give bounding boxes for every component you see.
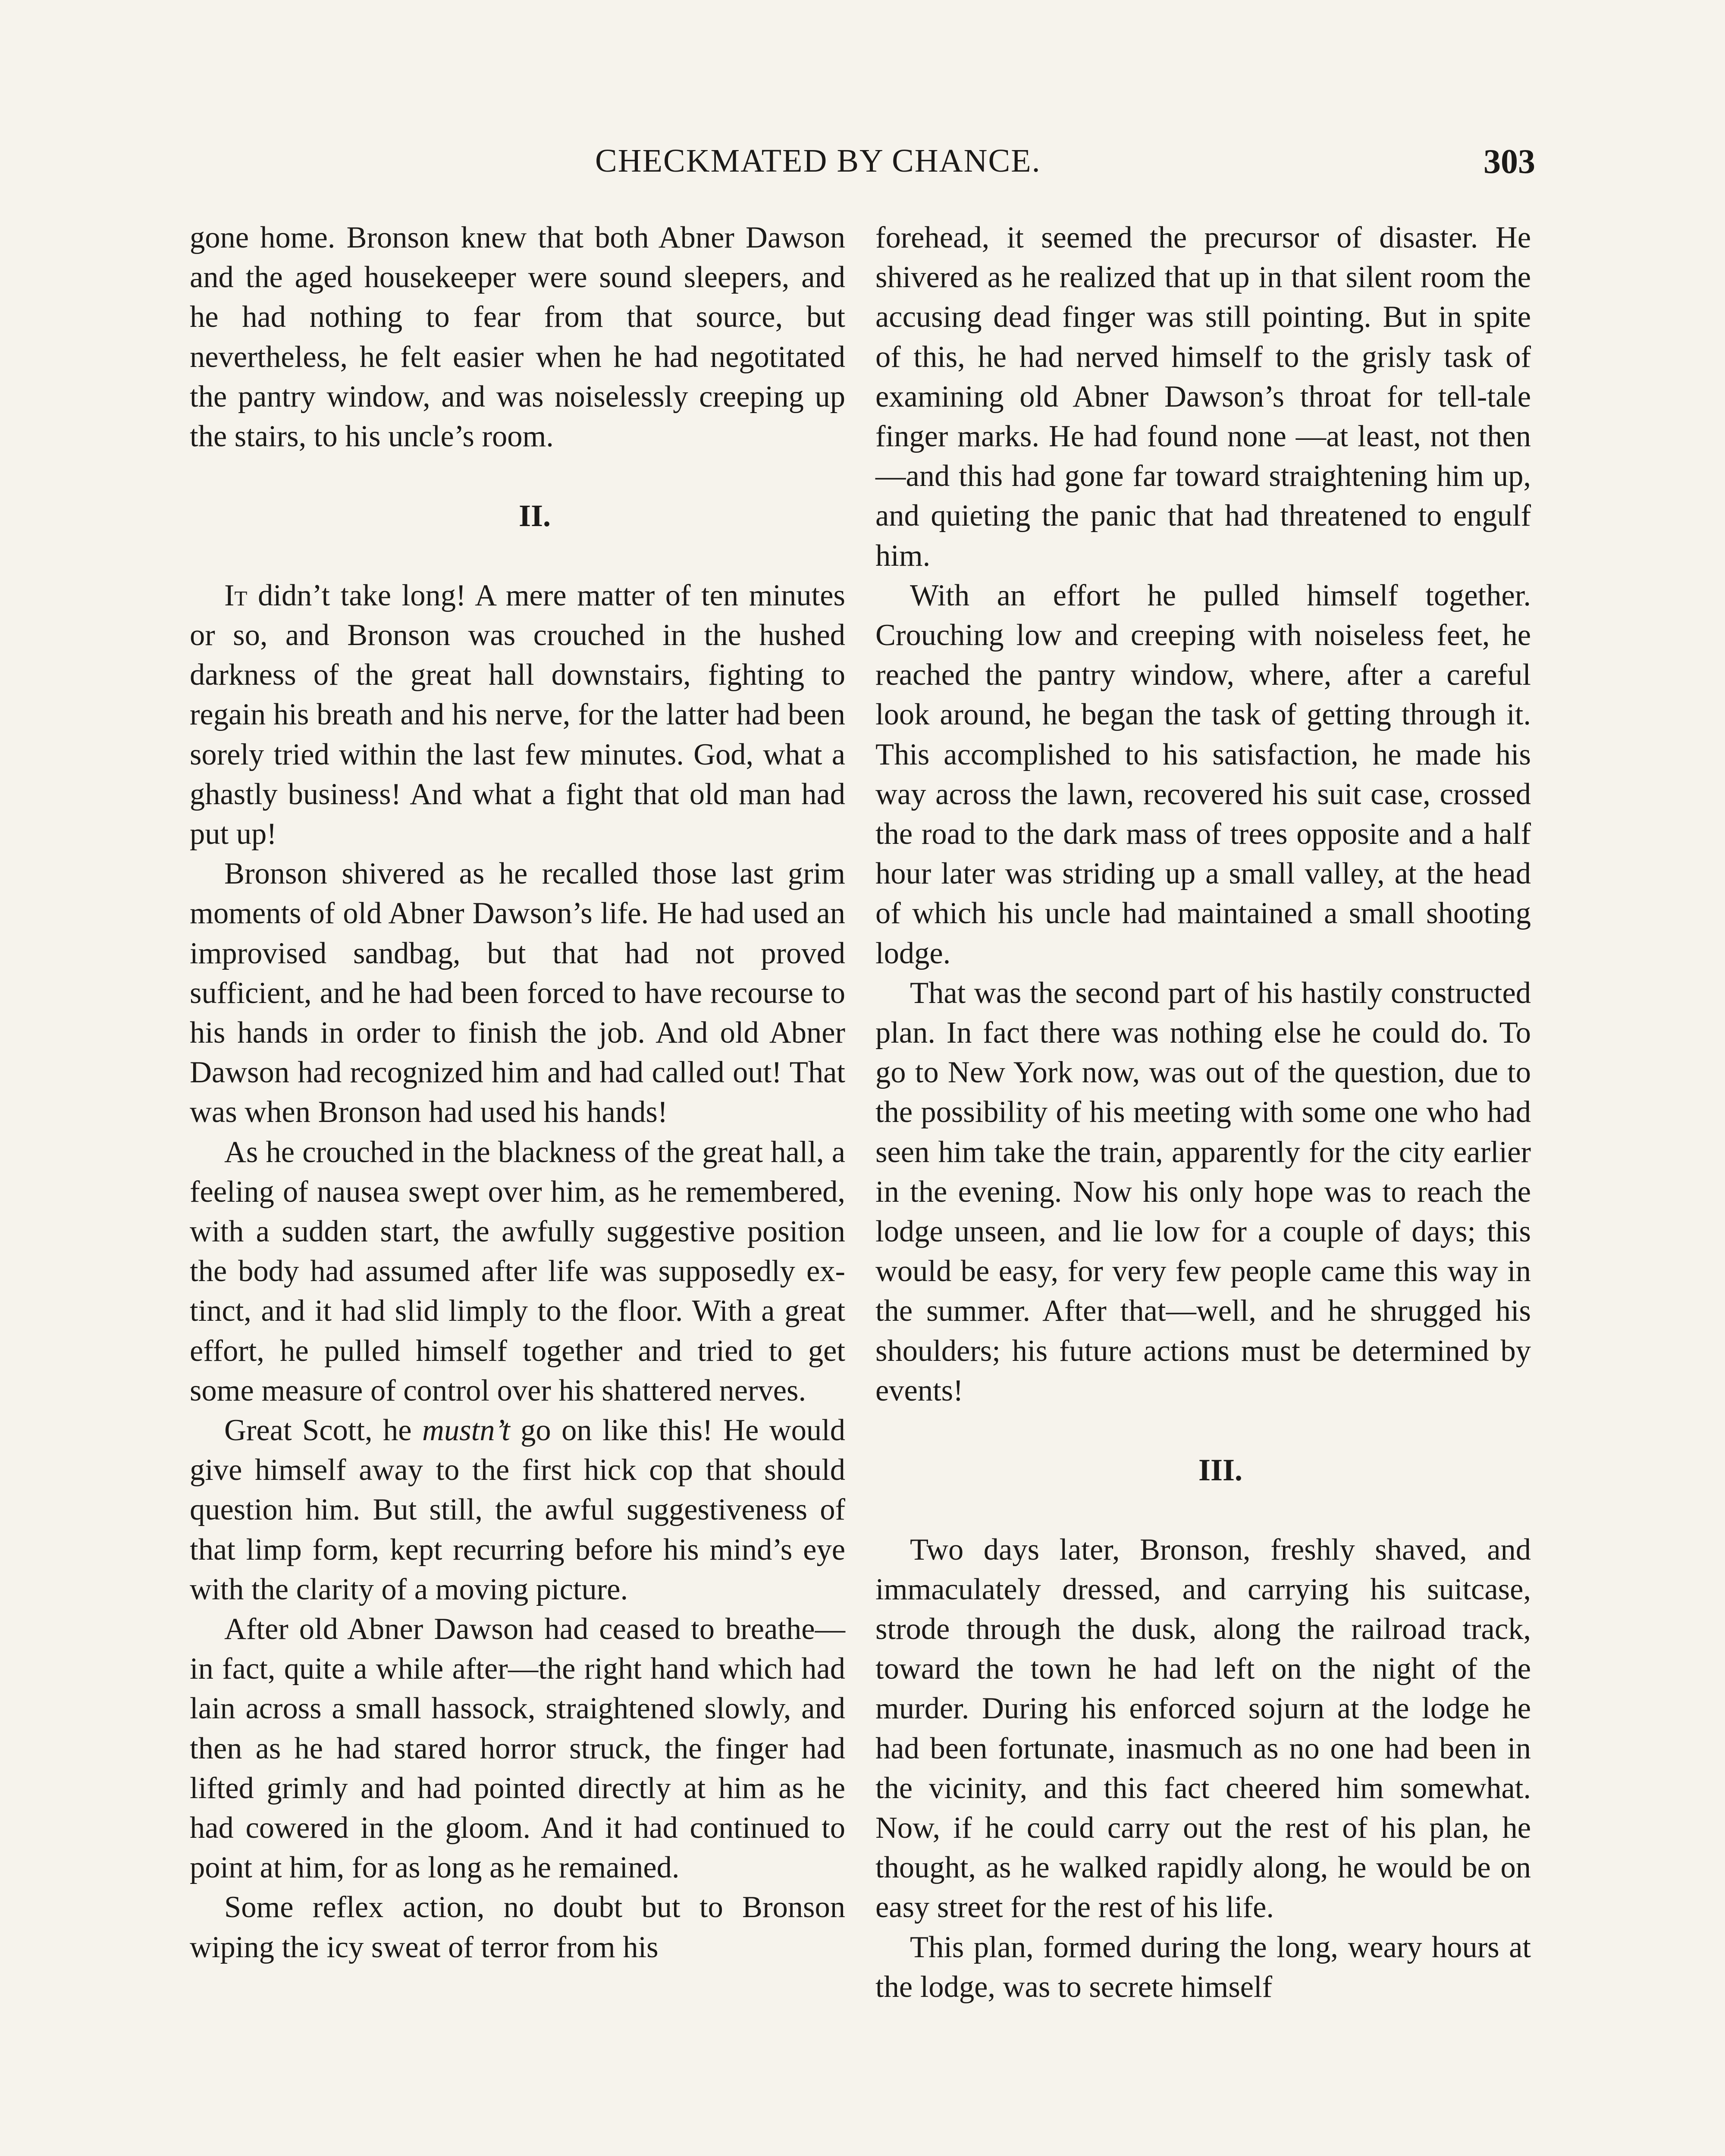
page-number: 303 — [1484, 143, 1535, 181]
left-column — [190, 218, 845, 1967]
section-heading: III. — [1198, 1453, 1243, 1488]
right-column — [875, 218, 1531, 2007]
paragraph-text: go on like this! He would give himself away to the first hick cop that should question him. But still, the awful suggestiveness of that limp form, kept recurring before his mind’s eye with the clarity of a moving picture. — [190, 1413, 845, 1606]
paragraph-text: didn’t take long! A mere matter of ten minutes or so, and Bronson was crouched in the hushed darkness of the great hall downstairs, fighting to regain his breath and his nerve, for the latter had been sorely tried within the last few minutes. God, what a ghastly business! And what a fight that old man had put up! — [190, 578, 845, 851]
section-spacer — [190, 456, 845, 496]
paragraph: Two days later, Bronson, freshly shaved, and immaculately dressed, and carrying his suitcase, strode through the dusk, along the railroad track, toward the town he had left on the night of the murder. During his enforced sojurn at the lodge he had been fortunate, inasmuch as no one had been in the vicinity, and this fact cheered him somewhat. Now, if he could carry out the rest of his plan, he thought, as he walked rapidly along, he would be on easy street for the rest of his life. — [875, 1532, 1531, 1924]
paragraph: Some reflex action, no doubt but to Bronson wiping the icy sweat of terror from his — [190, 1890, 845, 1964]
section-spacer — [190, 536, 845, 576]
section-spacer — [875, 1490, 1531, 1529]
running-title: CHECKMATED BY CHANCE. — [595, 143, 1041, 179]
paragraph — [190, 576, 845, 854]
section-spacer — [875, 1410, 1531, 1450]
paragraph: Bronson shivered as he recalled those last grim moments of old Abner Dawson’s life. He had used an improvised sandbag, but that had not proved sufficient, and he had been forced to have recourse to his hands in order to finish the job. And old Abner Dawson had recognized him and had called out! That was when Bronson had used his hands! — [190, 857, 845, 1129]
paragraph: forehead, it seemed the precursor of disaster. He shivered as he realized that up in that silent room the accusing dead finger was still pointing. But in spite of this, he had nerved himself to the grisly task of examining old Abner Dawson’s throat for tell-tale finger marks. He had found none —at least, not then—and this had gone far toward straightening him up, and quieting the panic that had threatened to engulf him. — [875, 221, 1531, 573]
paragraph: gone home. Bronson knew that both Abner Dawson and the aged housekeeper were sound sleepers, and he had nothing to fear from that source, but nevertheless, he felt easier when he had negotitated the pantry window, and was noiselessly creeping up the stairs, to his uncle’s room. — [190, 221, 845, 454]
section-heading: II. — [518, 498, 551, 533]
paragraph: This plan, formed during the long, weary hours at the lodge, was to secrete himself — [875, 1930, 1531, 2004]
paragraph-text: Great Scott, he — [224, 1413, 423, 1448]
emphasis: mustn’t — [422, 1413, 510, 1448]
paragraph: With an effort he pulled himself together. Crouching low and creeping with noiseless feet, he reached the pantry window, where, after a careful look around, he began the task of getting through it. This accomplished to his satisfaction, he made his way across the lawn, recovered his suit case, crossed the road to the dark mass of trees opposite and a half hour later was striding up a small valley, at the head of which his uncle had maintained a small shooting lodge. — [875, 578, 1531, 970]
paragraph: That was the second part of his hastily constructed plan. In fact there was nothing else he could do. To go to New York now, was out of the question, due to the possibility of his meeting with some one who had seen him take the train, apparently for the city earlier in the evening. Now his only hope was to reach the lodge unseen, and lie low for a couple of days; this would be easy, for very few people came this way in the summer. After that—well, and he shrugged his shoulders; his future actions must be determined by events! — [875, 976, 1531, 1407]
paragraph: As he crouched in the blackness of the great hall, a feeling of nausea swept over him, as he remembered, with a sudden start, the awfully suggestive position the body had assumed after life was supposedly extinct, and it had slid limply to the floor. With a great effort, he pulled himself together and tried to get some measure of control over his shattered nerves. — [190, 1135, 845, 1407]
running-head — [190, 142, 1535, 190]
paragraph — [190, 1410, 845, 1609]
drop-lead: It — [224, 578, 248, 612]
paragraph: After old Abner Dawson had ceased to breathe—in fact, quite a while after—the right hand which had lain across a small hassock, straightened slowly, and then as he had stared horror struck, the finger had lifted grimly and had pointed directly at him as he had cowered in the gloom. And it had continued to point at him, for as long as he remained. — [190, 1612, 845, 1885]
